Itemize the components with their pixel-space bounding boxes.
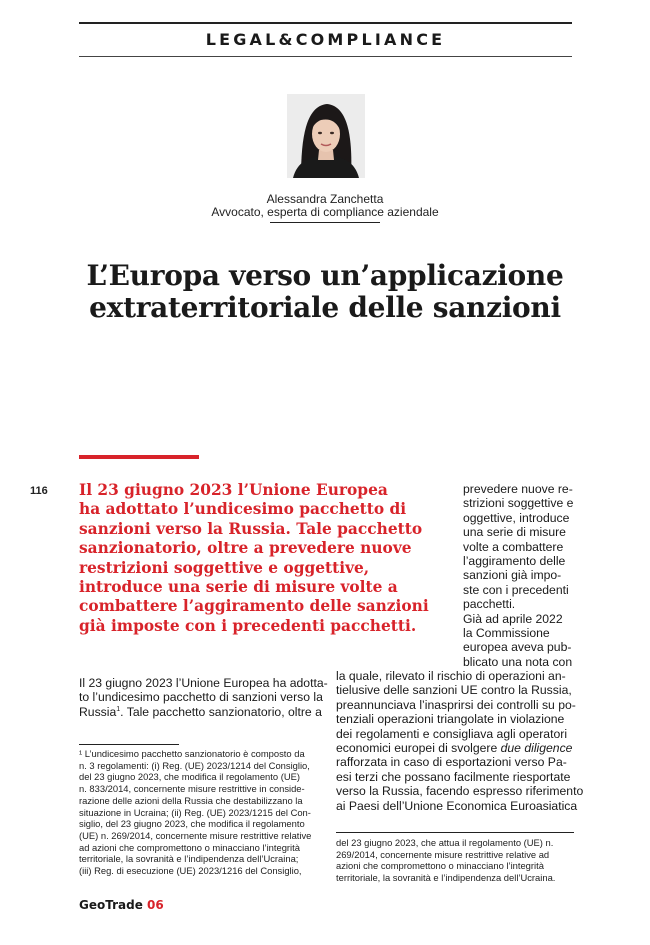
author-name: Alessandra Zanchetta [266,192,384,206]
lead-line: sanzionatorio, oltre a prevedere nuove [79,539,412,558]
body-line [336,741,576,755]
body-line: prevedere nuove re- [463,482,573,496]
body-line: sanzioni già impo- [463,568,562,583]
footnote-line: del 23 giugno 2023, che modifica il regolamento (UE) [79,771,300,783]
page-number: 116 [30,485,48,497]
footnote-line: siglio, del 23 giugno 2023, che modifica il regolamento [79,818,305,830]
body-line: l’aggiramento delle [463,554,566,569]
footnote-line: n. 833/2014, concernente misure restrittive in conside- [79,783,305,795]
lead-line: ha adottato l’undicesimo pacchetto di [79,500,407,519]
body-line: oggettive, introduce [463,510,570,525]
footnote-line: n. 3 regolamenti: (i) Reg. (UE) 2023/1214 del Consiglio, [79,759,310,771]
body-line: la Commissione [463,626,550,641]
accent-bar [79,455,199,459]
brand-name: GeoTrade [79,898,143,912]
footnote-line: ad azioni che compromettono o minacciano l’integrità [79,841,300,853]
footnote-rule [79,744,179,745]
lead-line: sanzioni verso la Russia. Tale pacchetto [79,519,423,538]
footnote-rule [336,832,574,833]
body-line: blicato una nota con [463,654,573,669]
footnote-line: del 23 giugno 2023, che attua il regolamento (UE) n. [336,837,554,848]
body-line: pacchetti. [463,597,516,612]
body-line: volte a combattere [463,539,564,554]
article-title-line: extraterritoriale delle sanzioni [89,291,561,324]
footnote-line: ¹ L’undicesimo pacchetto sanzionatorio è composto da [79,748,305,759]
footnote-left [79,748,324,877]
lead-line: restrizioni soggettive e oggettive, [79,558,370,577]
body-line: tenziali operazioni triangolate in violazione [336,712,565,727]
lead-line: introduce una serie di misure volte a [79,578,398,597]
body-line: una serie di misure [463,525,566,540]
body-line: tielusive delle sanzioni UE contro la Russia, [336,683,572,698]
body-line: verso la Russia, facendo espresso riferimento [336,784,584,799]
article-title-line: L’Europa verso un’applicazione [86,259,564,292]
author-role: Avvocato, esperta di compliance aziendale [211,205,439,219]
body-line: preannunciava l’inasprirsi dei controlli su po- [336,697,576,712]
footnote-line: azioni che compromettono o minacciano l’integrità [336,860,544,872]
body-line: ai Paesi dell’Unione Economica Euroasiatica [336,798,578,813]
section-rule [79,56,572,57]
footnote-line: (iii) Reg. di esecuzione (UE) 2023/1216 del Consiglio, [79,865,302,877]
article-title [60,260,590,324]
lead-line: Il 23 giugno 2023 l’Unione Europea [79,481,388,499]
body-line: Già ad aprile 2022 [463,611,563,626]
body-line: dei regolamenti e consigliava agli operatori [336,726,568,741]
portrait-image [287,94,365,178]
lead-paragraph [79,481,449,636]
footnote-line: razione delle azioni della Russia che destabilizzano la [79,794,303,806]
author-portrait [287,94,365,178]
body-line: esi terzi che possano facilmente riesportate [336,769,571,784]
lead-line: combattere l’aggiramento delle sanzioni [79,597,429,616]
body-line: strizioni soggettive e [463,496,574,511]
section-title: LEGAL&COMPLIANCE [205,30,446,49]
lead-line: già imposte con i precedenti pacchetti. [79,616,417,635]
body-text: economici europei di svolgere [336,741,501,756]
body-right-narrow [463,482,575,669]
body-line [79,705,324,719]
body-line: Il 23 giugno 2023 l’Unione Europea ha adotta- [79,676,328,690]
footnote-line: territoriale, la sovranità e l’indipendenza dell’Ucraina. [336,872,556,884]
footnote-ref[interactable]: 1 [116,705,121,713]
body-line: rafforzata in caso di esportazioni verso Pa- [336,755,567,770]
body-line: la quale, rilevato il rischio di operazioni an- [336,669,566,683]
top-rule [79,22,572,24]
footnote-line: (UE) n. 269/2014, concernente misure restrittive relative [79,829,312,841]
footnote-right [336,837,576,884]
body-left [79,676,328,719]
body-text: . Tale pacchetto sanzionatorio, oltre a [120,704,322,719]
body-line: europea aveva pub- [463,640,572,655]
footnote-line: territoriale, la sovranità e l’indipendenza dell’Ucraina; [79,853,299,865]
issue-number: 06 [147,898,164,912]
author-rule [270,222,380,223]
footer-brand [79,898,164,912]
body-line: to l’undicesimo pacchetto di sanzioni verso la [79,690,323,705]
footnote-line: situazione in Ucraina; (ii) Reg. (UE) 2023/1215 del Con- [79,806,311,818]
body-right-wide [336,669,584,813]
body-text: Russia [79,704,117,719]
footnote-line: 269/2014, concernente misure restrittive relative ad [336,848,550,860]
body-line: ste con i precedenti [463,582,569,597]
italic-term: due diligence [500,741,573,756]
